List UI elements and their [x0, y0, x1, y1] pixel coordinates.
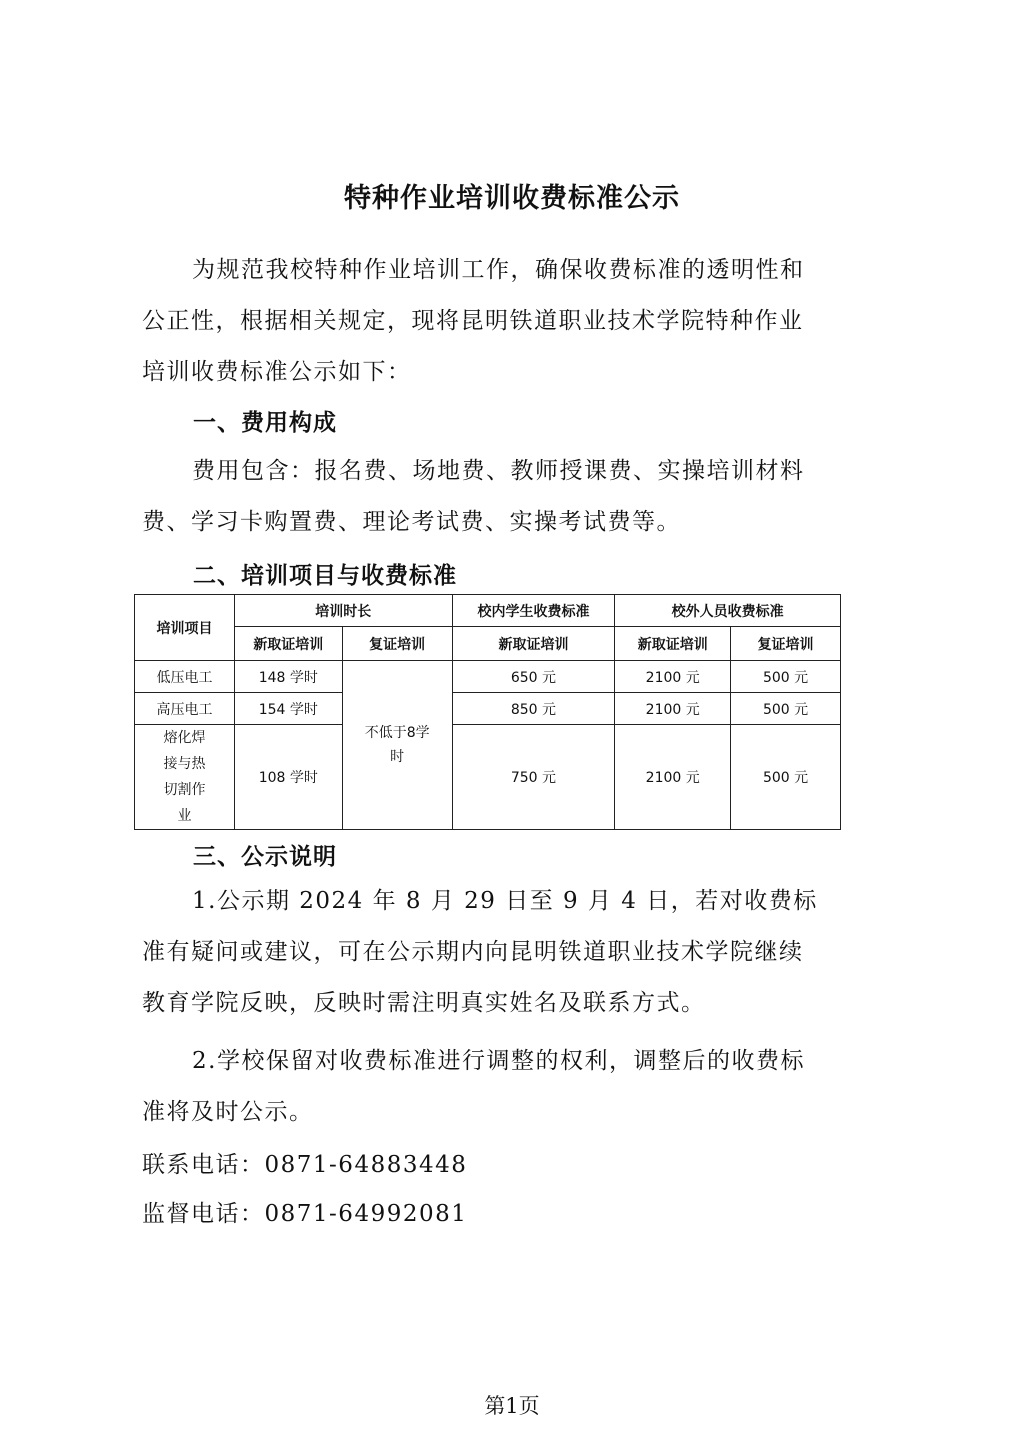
page-title: 特种作业培训收费标准公示 [344, 183, 680, 214]
row-internal-new: 850 元 [452, 693, 615, 725]
col-project-header: 培训项目 [135, 595, 235, 661]
col-internal-header: 校内学生收费标准 [452, 595, 615, 627]
page-number: 第1页 [484, 1394, 540, 1418]
section2-heading: 二、培训项目与收费标准 [193, 563, 457, 589]
section3-heading: 三、公示说明 [193, 844, 337, 870]
table-row [135, 693, 841, 725]
row-name: 高压电工 [135, 693, 235, 725]
notice-item-2 [142, 1036, 822, 1138]
section1-text: 费用包含：报名费、场地费、教师授课费、实操培训材料费、学习卡购置费、理论考试费、实操考试费等。 [142, 458, 805, 535]
row-external-new: 2100 元 [615, 725, 731, 830]
row-name: 低压电工 [135, 661, 235, 693]
col-external-header: 校外人员收费标准 [615, 595, 841, 627]
sub-renew-header: 复证培训 [342, 627, 452, 661]
row-name: 熔化焊接与热切割作业 [135, 725, 235, 830]
sub-external-new-header: 新取证培训 [615, 627, 731, 661]
sub-new-header: 新取证培训 [234, 627, 342, 661]
table-row [135, 661, 841, 693]
notice-item-1-text: 1.公示期 2024 年 8 月 29 日至 9 月 4 日，若对收费标准有疑问或建议，可在公示期内向昆明铁道职业技术学院继续教育学院反映，反映时需注明真实姓名及联系方式。 [142, 888, 818, 1016]
row-internal-new: 750 元 [452, 725, 615, 830]
row-external-renew: 500 元 [731, 725, 841, 830]
supervise-phone: 监督电话：0871-64992081 [142, 1201, 468, 1227]
row-hours: 148 学时 [234, 661, 342, 693]
row-external-new: 2100 元 [615, 661, 731, 693]
fee-table [134, 594, 841, 830]
col-duration-header: 培训时长 [234, 595, 452, 627]
row-internal-new: 650 元 [452, 661, 615, 693]
sub-internal-new-header: 新取证培训 [452, 627, 615, 661]
row-external-new: 2100 元 [615, 693, 731, 725]
row-external-renew: 500 元 [731, 661, 841, 693]
row-hours: 154 学时 [234, 693, 342, 725]
renew-duration-cell: 不低于8学时 [342, 661, 452, 830]
row-hours: 108 学时 [234, 725, 342, 830]
contact-phone: 联系电话：0871-64883448 [142, 1152, 468, 1178]
intro-paragraph [142, 245, 822, 398]
notice-item-1 [142, 876, 822, 1029]
notice-item-2-text: 2.学校保留对收费标准进行调整的权利，调整后的收费标准将及时公示。 [142, 1048, 805, 1125]
sub-external-renew-header: 复证培训 [731, 627, 841, 661]
intro-text: 为规范我校特种作业培训工作，确保收费标准的透明性和公正性，根据相关规定，现将昆明铁道职业技术学院特种作业培训收费标准公示如下： [142, 257, 805, 385]
section1-heading: 一、费用构成 [193, 410, 337, 436]
row-external-renew: 500 元 [731, 693, 841, 725]
section1-paragraph [142, 446, 822, 548]
table-row [135, 725, 841, 830]
